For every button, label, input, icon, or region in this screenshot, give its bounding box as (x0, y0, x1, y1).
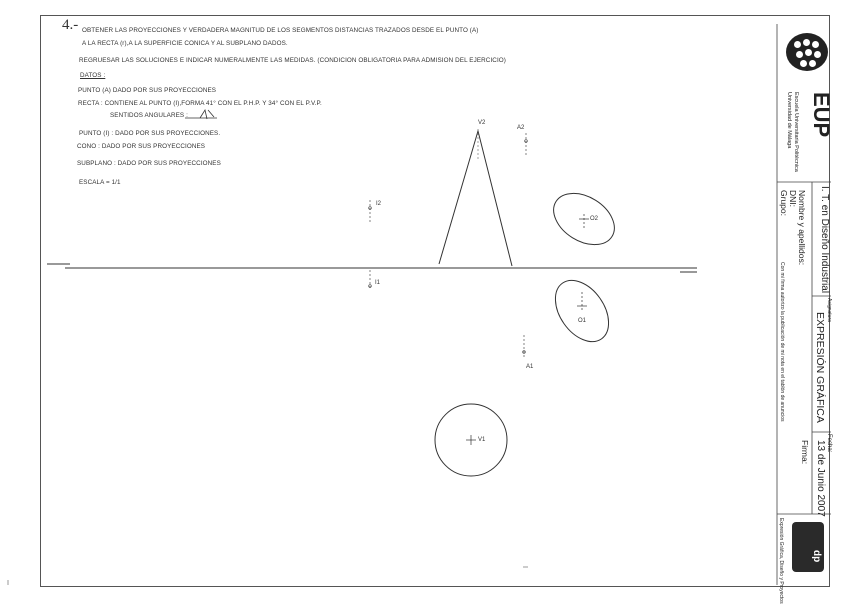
label-i2: I2 (376, 201, 382, 207)
data-escala: ESCALA = 1/1 (79, 179, 121, 186)
logo-text: EUP (809, 92, 834, 138)
signature-field-label: Firma: (800, 440, 810, 465)
data-cono: CONO : DADO POR SUS PROYECCIONES (77, 143, 206, 150)
label-a1: A1 (526, 364, 534, 370)
label-o2: O2 (590, 216, 599, 222)
date-caption: Fecha: (826, 434, 832, 453)
consent-note: Con mi firma autorizo la publicación de mi nota en el tablón de anuncios (779, 262, 785, 422)
data-punto-a: PUNTO (A) DADO POR SUS PROYECCIONES (78, 87, 217, 94)
data-sentidos: SENTIDOS ANGULARES : (110, 112, 188, 119)
subject-caption: Asignatura (826, 298, 832, 322)
university-name: Universidad de Málaga (786, 92, 792, 149)
data-subplano: SUBPLANO : DADO POR SUS PROYECCIONES (77, 160, 221, 167)
label-v2: V2 (478, 120, 486, 126)
data-punto-i: PUNTO (I) : DADO POR SUS PROYECCIONES. (79, 130, 221, 137)
statement-line-2: A LA RECTA (r),A LA SUPERFICIE CONICA Y AL SUBPLANO DADOS. (82, 40, 288, 47)
statement-line-3: REGRUESAR LAS SOLUCIONES E INDICAR NUMERALMENTE LAS MEDIDAS. (CONDICION OBLIGATORIA PARA ADMISION DEL EJERCICIO) (79, 57, 506, 64)
statement-line-1: OBTENER LAS PROYECCIONES Y VERDADERA MAGNITUD DE LOS SEGMENTOS DISTANCIAS TRAZADOS DESDE EL PUNTO (A) (82, 27, 479, 34)
eup-logo-icon (786, 33, 828, 71)
data-heading: DATOS : (80, 72, 106, 79)
dni-field-label: DNI: (788, 190, 798, 207)
label-a2: A2 (517, 125, 525, 131)
label-v1: V1 (478, 437, 486, 443)
group-field-label: Grupo: (779, 190, 789, 216)
label-i1: I1 (375, 280, 381, 286)
department-logo-icon (792, 522, 824, 572)
exercise-number: 4.- (62, 17, 79, 33)
data-recta: RECTA : CONTIENE AL PUNTO (I),FORMA 41° CON EL P.H.P. Y 34° CON EL P.V.P. (78, 100, 322, 107)
subject-title: EXPRESIÓN GRÁFICA (814, 312, 826, 423)
school-name: Escuela Universitaria Politécnica (793, 92, 799, 172)
department-logo-text: dp (811, 550, 822, 563)
degree-title: I. T. en Diseño Industrial (819, 186, 830, 294)
name-field-label: Nombre y apellidos: (797, 190, 807, 266)
label-o1: O1 (578, 318, 587, 324)
exam-date: 13 de Junio 2007 (815, 440, 826, 517)
department-name: Expresión Gráfica, Diseño y Proyectos (778, 518, 784, 604)
